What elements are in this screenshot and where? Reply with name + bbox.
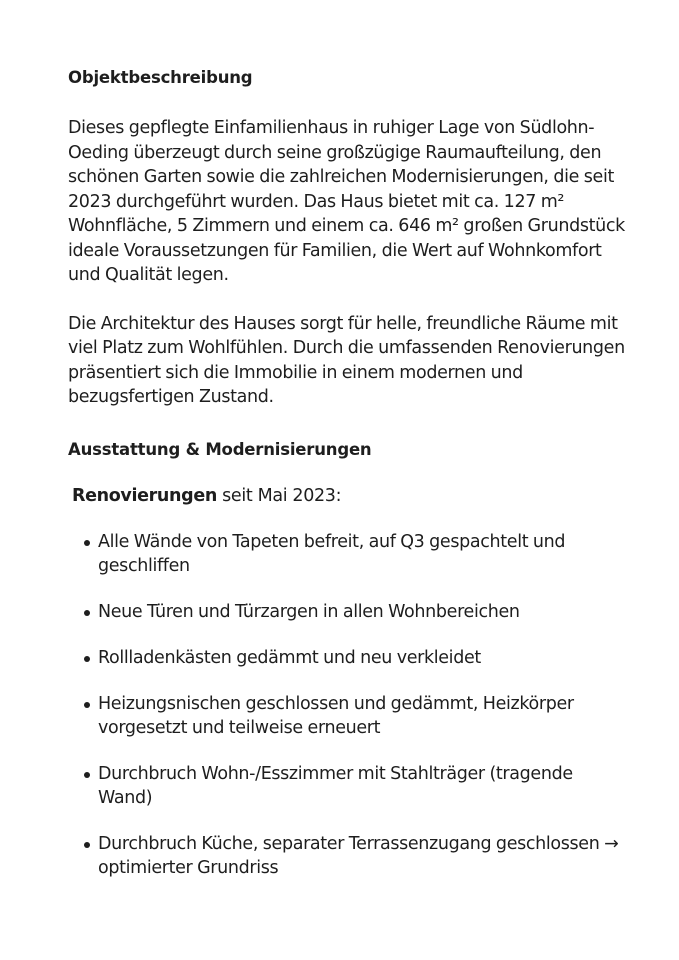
renovations-subheading (72, 484, 628, 508)
list-item-text: Neue Türen und Türzargen in allen Wohnbereichen (98, 601, 520, 622)
list-item-text: Heizungsnischen geschlossen und gedämmt, Heizkörper vorgesetzt und teilweise erneuert (98, 693, 574, 738)
list-item-text: Alle Wände von Tapeten befreit, auf Q3 gespachtelt und geschliffen (98, 531, 566, 576)
list-item (68, 832, 628, 880)
bullet-icon (84, 656, 90, 662)
list-item (68, 530, 628, 578)
bullet-icon (84, 702, 90, 708)
document-page (68, 66, 628, 902)
list-item (68, 600, 628, 624)
bullet-icon (84, 842, 90, 848)
description-paragraph-1: Dieses gepflegte Einfamilienhaus in ruhiger Lage von Südlohn-Oeding überzeugt durch seine großzügige Raumaufteilung, den schönen Garten sowie die zahlreichen Modernisierungen, die seit 2023 durchgeführt wurden. Das Haus bietet mit ca. 127 m² Wohnfläche, 5 Zimmern und einem ca. 646 m² großen Grundstück ideale Voraussetzungen für Familien, die Wert auf Wohnkomfort und Qualität legen. (68, 118, 625, 285)
list-item (68, 692, 628, 740)
renovations-label: Renovierungen (72, 485, 217, 506)
section-heading-objektbeschreibung: Objektbeschreibung (68, 68, 253, 87)
bullet-icon (84, 772, 90, 778)
renovation-list (68, 530, 628, 880)
list-item-text: Durchbruch Küche, separater Terrassenzugang geschlossen → optimierter Grundriss (98, 833, 619, 878)
description-paragraph-2: Die Architektur des Hauses sorgt für helle, freundliche Räume mit viel Platz zum Wohlfühlen. Durch die umfassenden Renovierungen präsentiert sich die Immobilie in einem modernen und bezugsfertigen Zustand. (68, 313, 625, 407)
bullet-icon (84, 540, 90, 546)
list-item (68, 762, 628, 810)
renovations-date: seit Mai 2023: (216, 485, 342, 506)
bullet-icon (84, 610, 90, 616)
list-item (68, 646, 628, 670)
list-item-text: Durchbruch Wohn-/Esszimmer mit Stahlträger (tragende Wand) (98, 763, 573, 808)
section-heading-ausstattung: Ausstattung & Modernisierungen (68, 439, 372, 459)
list-item-text: Rollladenkästen gedämmt und neu verkleidet (98, 647, 481, 668)
